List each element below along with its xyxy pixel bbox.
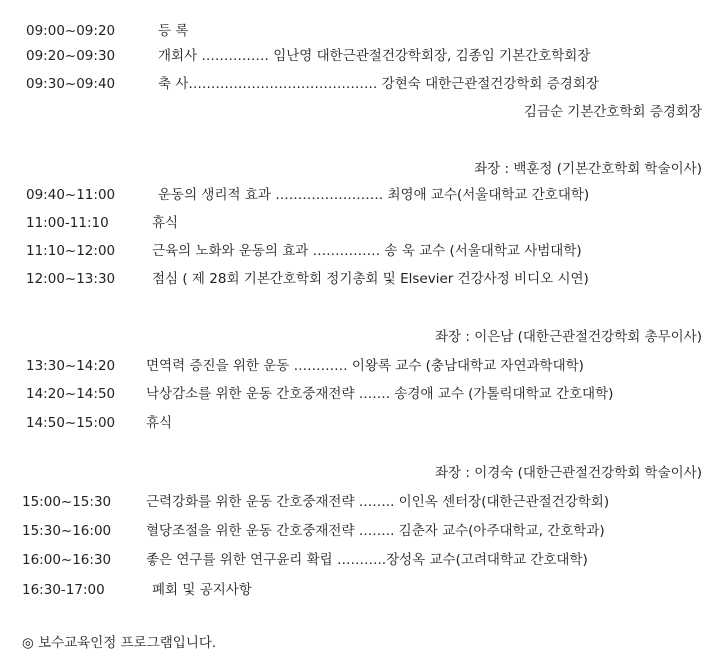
footer-note: ◎ 보수교육인정 프로그램입니다. (22, 635, 217, 651)
footer-note-row (0, 633, 724, 653)
time-slot: 15:30~16:00 (22, 523, 112, 539)
program-row (0, 521, 724, 541)
speaker-continuation: 김금순 기본간호학회 증경회장 (523, 104, 702, 120)
program-row (0, 492, 724, 512)
time-slot: 14:50~15:00 (26, 415, 116, 431)
session-title: 좋은 연구를 위한 연구윤리 확립 ………..장성옥 교수(고려대학교 간호대학) (146, 552, 588, 568)
time-slot: 09:20~09:30 (26, 48, 116, 64)
session-title: 휴식 (146, 415, 173, 431)
time-slot: 09:40~11:00 (26, 187, 116, 203)
time-slot: 09:00~09:20 (26, 23, 116, 39)
session-title: 면역력 증진을 위한 운동 ………… 이왕록 교수 (충남대학교 자연과학대학) (146, 358, 584, 374)
program-row (0, 46, 724, 66)
program-row (0, 580, 724, 600)
time-slot: 11:10~12:00 (26, 243, 116, 259)
time-slot: 16:00~16:30 (22, 552, 112, 568)
chair-row (0, 463, 724, 483)
time-slot: 11:00-11:10 (26, 215, 109, 231)
time-slot: 12:00~13:30 (26, 271, 116, 287)
program-row (0, 102, 724, 122)
session-title: 근력강화를 위한 운동 간호중재전략 …….. 이인옥 센터장(대한근관절건강학회) (146, 494, 610, 510)
program-row (0, 356, 724, 376)
session-title: 근육의 노화와 운동의 효과 …………… 송 욱 교수 (서울대학교 사범대학) (152, 243, 582, 259)
program-row (0, 21, 724, 41)
program-row (0, 384, 724, 404)
session-title: 낙상감소를 위한 운동 간호중재전략 ……. 송경애 교수 (가톨릭대학교 간호대학) (146, 386, 614, 402)
session-title: 점심 ( 제 28회 기본간호학회 정기총회 및 Elsevier 건강사정 비디오 시연) (152, 271, 589, 287)
program-row (0, 241, 724, 261)
session-title: 개회사 …………… 임난영 대한근관절건강학회장, 김종임 기본간호학회장 (158, 48, 591, 64)
program-row (0, 185, 724, 205)
time-slot: 16:30-17:00 (22, 582, 105, 598)
program-row (0, 269, 724, 289)
session-title: 폐회 및 공지사항 (152, 582, 252, 598)
session-title: 등 록 (158, 23, 189, 39)
session-title: 운동의 생리적 효과 …………………… 최영애 교수(서울대학교 간호대학) (158, 187, 590, 203)
program-row (0, 413, 724, 433)
program-row (0, 74, 724, 94)
session-chair: 좌장 : 백훈정 (기본간호학회 학술이사) (474, 161, 702, 177)
time-slot: 15:00~15:30 (22, 494, 112, 510)
time-slot: 13:30~14:20 (26, 358, 116, 374)
session-title: 혈당조절을 위한 운동 간호중재전략 …….. 김춘자 교수(아주대학교, 간호학과) (146, 523, 605, 539)
chair-row (0, 327, 724, 347)
program-row (0, 550, 724, 570)
session-chair: 좌장 : 이경숙 (대한근관절건강학회 학술이사) (435, 465, 702, 481)
program-row (0, 213, 724, 233)
session-title: 축 사…………………………………… 강현숙 대한근관절건강학회 증경회장 (158, 76, 599, 92)
time-slot: 14:20~14:50 (26, 386, 116, 402)
session-title: 휴식 (152, 215, 179, 231)
chair-row (0, 159, 724, 179)
session-chair: 좌장 : 이은남 (대한근관절건강학회 총무이사) (435, 329, 702, 345)
time-slot: 09:30~09:40 (26, 76, 116, 92)
